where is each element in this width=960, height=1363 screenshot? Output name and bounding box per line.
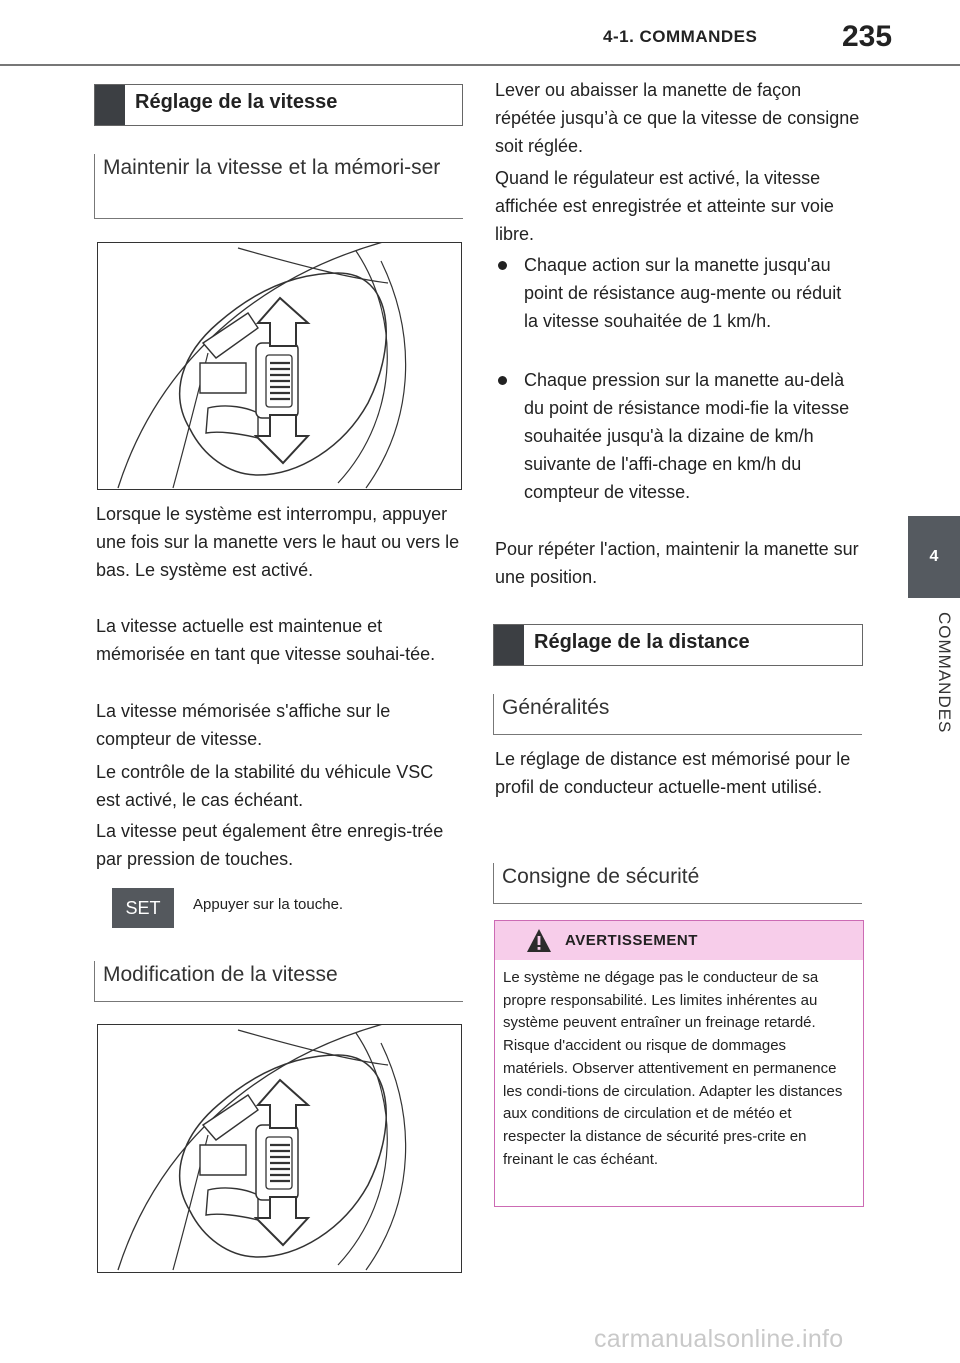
section-title: Réglage de la distance [534, 631, 750, 653]
warning-box [494, 920, 864, 1207]
paragraph: Le contrôle de la stabilité du véhicule VSC est activé, le cas échéant. [96, 762, 434, 810]
subheading-text: Consigne de sécurité [502, 865, 700, 888]
paragraph: Lorsque le système est interrompu, appuyer une fois sur la manette vers le haut ou vers le bas. Le système est activé. [96, 504, 460, 580]
bullet-dot-icon [498, 376, 507, 385]
subheading-text: Maintenir la vitesse et la mémori-ser [103, 156, 441, 179]
section-title-box-distance [493, 624, 863, 666]
set-button-description: Appuyer sur la touche. [193, 896, 344, 913]
section-accent-bar [95, 85, 125, 125]
paragraph: La vitesse actuelle est maintenue et mémorisée en tant que vitesse souhai-tée. [96, 616, 436, 664]
warning-title: AVERTISSEMENT [565, 932, 698, 949]
paragraph: La vitesse mémorisée s'affiche sur le compteur de vitesse. [96, 701, 391, 749]
chapter-tab [908, 516, 960, 598]
section-title-box-speed [94, 84, 463, 126]
paragraph: Pour répéter l'action, maintenir la manette sur une position. [495, 539, 859, 587]
subheading-general [493, 694, 862, 735]
section-accent-bar [494, 625, 524, 665]
set-button-label: SET [125, 897, 161, 918]
section-title: Réglage de la vitesse [135, 91, 338, 113]
paragraph: Quand le régulateur est activé, la vitesse affichée est enregistrée et atteinte sur voie libre. [495, 168, 834, 244]
watermark: carmanualsonline.info [594, 1325, 844, 1353]
warning-triangle-icon [526, 928, 552, 954]
paragraph: La vitesse peut également être enregis-trée par pression de touches. [96, 821, 444, 869]
subheading-text: Généralités [502, 696, 610, 719]
speed-lever-diagram [98, 243, 461, 489]
subheading-modify-speed [94, 961, 463, 1002]
subheading-text: Modification de la vitesse [103, 963, 338, 986]
paragraph: Lever ou abaisser la manette de façon répétée jusqu’à ce que la vitesse de consigne soit réglée. [495, 80, 860, 156]
page-number: 235 [842, 20, 893, 53]
steering-wheel-illustration [97, 242, 462, 490]
subheading-maintain [94, 154, 463, 219]
speed-lever-diagram [98, 1025, 461, 1272]
warning-text: Le système ne dégage pas le conducteur de sa propre responsabilité. Les limites inhérentes au système peuvent entraîner un freinage retardé. Risque d'accident ou risque de dommages matériels. Observer attentivement en permanence les condi-tions de circulation. Adapter les distances aux conditions de circulation et de météo et respecter la distance de sécurité pres-crite en freinant le cas échéant. [503, 969, 843, 1168]
bullet-text: Chaque pression sur la manette au-delà du point de résistance modi-fie la vitesse souhaitée jusqu'à la dizaine de km/h suivante de l'affi-chage en km/h du compteur de vitesse. [524, 370, 850, 502]
section-header: 4-1. COMMANDES [603, 27, 758, 46]
subheading-safety [493, 863, 862, 904]
paragraph: Le réglage de distance est mémorisé pour le profil de conducteur actuelle-ment utilisé. [495, 749, 851, 797]
set-button-icon [112, 888, 174, 928]
bullet-dot-icon [498, 261, 507, 270]
bullet-text: Chaque action sur la manette jusqu'au point de résistance aug-mente ou réduit la vitesse souhaitée de 1 km/h. [524, 255, 842, 331]
steering-wheel-illustration-2 [97, 1024, 462, 1273]
chapter-number: 4 [929, 548, 939, 565]
bullet-item [498, 251, 862, 363]
header-divider [0, 64, 960, 66]
warning-header [495, 921, 863, 960]
bullet-item [498, 366, 862, 534]
chapter-label: COMMANDES [935, 612, 954, 734]
